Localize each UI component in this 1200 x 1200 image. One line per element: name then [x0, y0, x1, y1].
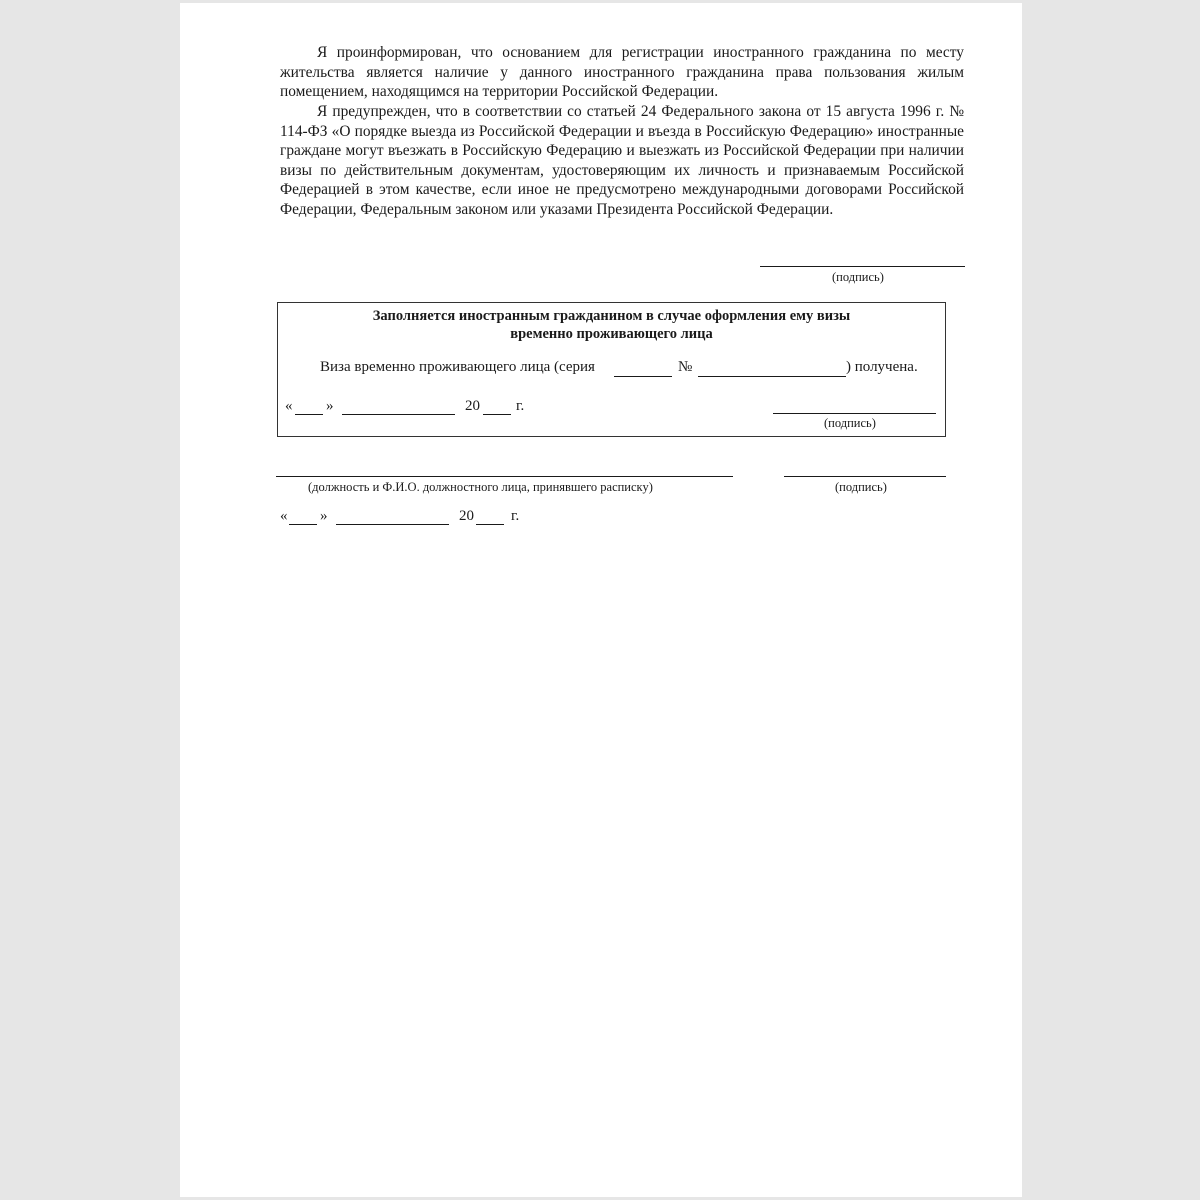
date-year-field[interactable]: [483, 414, 511, 415]
date-year-suffix: г.: [516, 398, 525, 414]
visa-number-field[interactable]: [698, 376, 846, 377]
date-quote-open: «: [285, 398, 293, 414]
footer-date-month-field[interactable]: [336, 524, 449, 525]
official-caption: (должность и Ф.И.О. должностного лица, принявшего расписку): [308, 480, 653, 494]
footer-date-quote-open: «: [280, 508, 288, 524]
visa-series-field[interactable]: [614, 376, 672, 377]
footer-date-year-field[interactable]: [476, 524, 504, 525]
visa-signature-caption: (подпись): [824, 416, 876, 430]
visa-section-box: [277, 302, 946, 437]
visa-title-line-1: Заполняется иностранным гражданином в случае оформления ему визы: [372, 308, 851, 324]
paragraph-warned: Я предупрежден, что в соответствии со статьей 24 Федерального закона от 15 августа 1996 г. № 114-ФЗ «О порядке выезда из Российской Федерации и въезда в Российскую Федерацию» иностранные граждане могут въезжать в Российскую Федерацию и выезжать из Российской Федерации при наличии визы по действительным документам, удостоверяющим их личность и признаваемым Российской Федерацией в этом качестве, если иное не предусмотрено международными договорами Российской Федерации, Федеральным законом или указами Президента Российской Федерации.: [280, 103, 964, 218]
footer-date-quote-close: »: [320, 508, 328, 524]
official-signature-line[interactable]: [784, 476, 946, 477]
date-day-field[interactable]: [295, 414, 323, 415]
visa-text-suffix: ) получена.: [846, 359, 918, 375]
paragraph-informed: Я проинформирован, что основанием для регистрации иностранного гражданина по месту жительства является наличие у данного иностранного гражданина права пользования жилым помещением, находящимся на территории Российской Федерации.: [280, 44, 964, 101]
document-page: [180, 3, 1022, 1197]
official-name-line[interactable]: [276, 476, 733, 477]
footer-date-day-field[interactable]: [289, 524, 317, 525]
signature-line[interactable]: [760, 266, 965, 267]
date-month-field[interactable]: [342, 414, 455, 415]
date-quote-close: »: [326, 398, 334, 414]
visa-text-prefix: Виза временно проживающего лица (серия: [320, 359, 595, 375]
visa-section-title: [278, 307, 945, 343]
visa-number-sign: №: [678, 359, 693, 375]
visa-title-line-2: временно проживающего лица: [510, 326, 713, 342]
footer-date-year-suffix: г.: [511, 508, 520, 524]
official-signature-caption: (подпись): [835, 480, 887, 494]
date-year-prefix: 20: [465, 398, 480, 414]
signature-caption: (подпись): [832, 270, 884, 284]
footer-date-year-prefix: 20: [459, 508, 474, 524]
visa-signature-line[interactable]: [773, 413, 936, 414]
